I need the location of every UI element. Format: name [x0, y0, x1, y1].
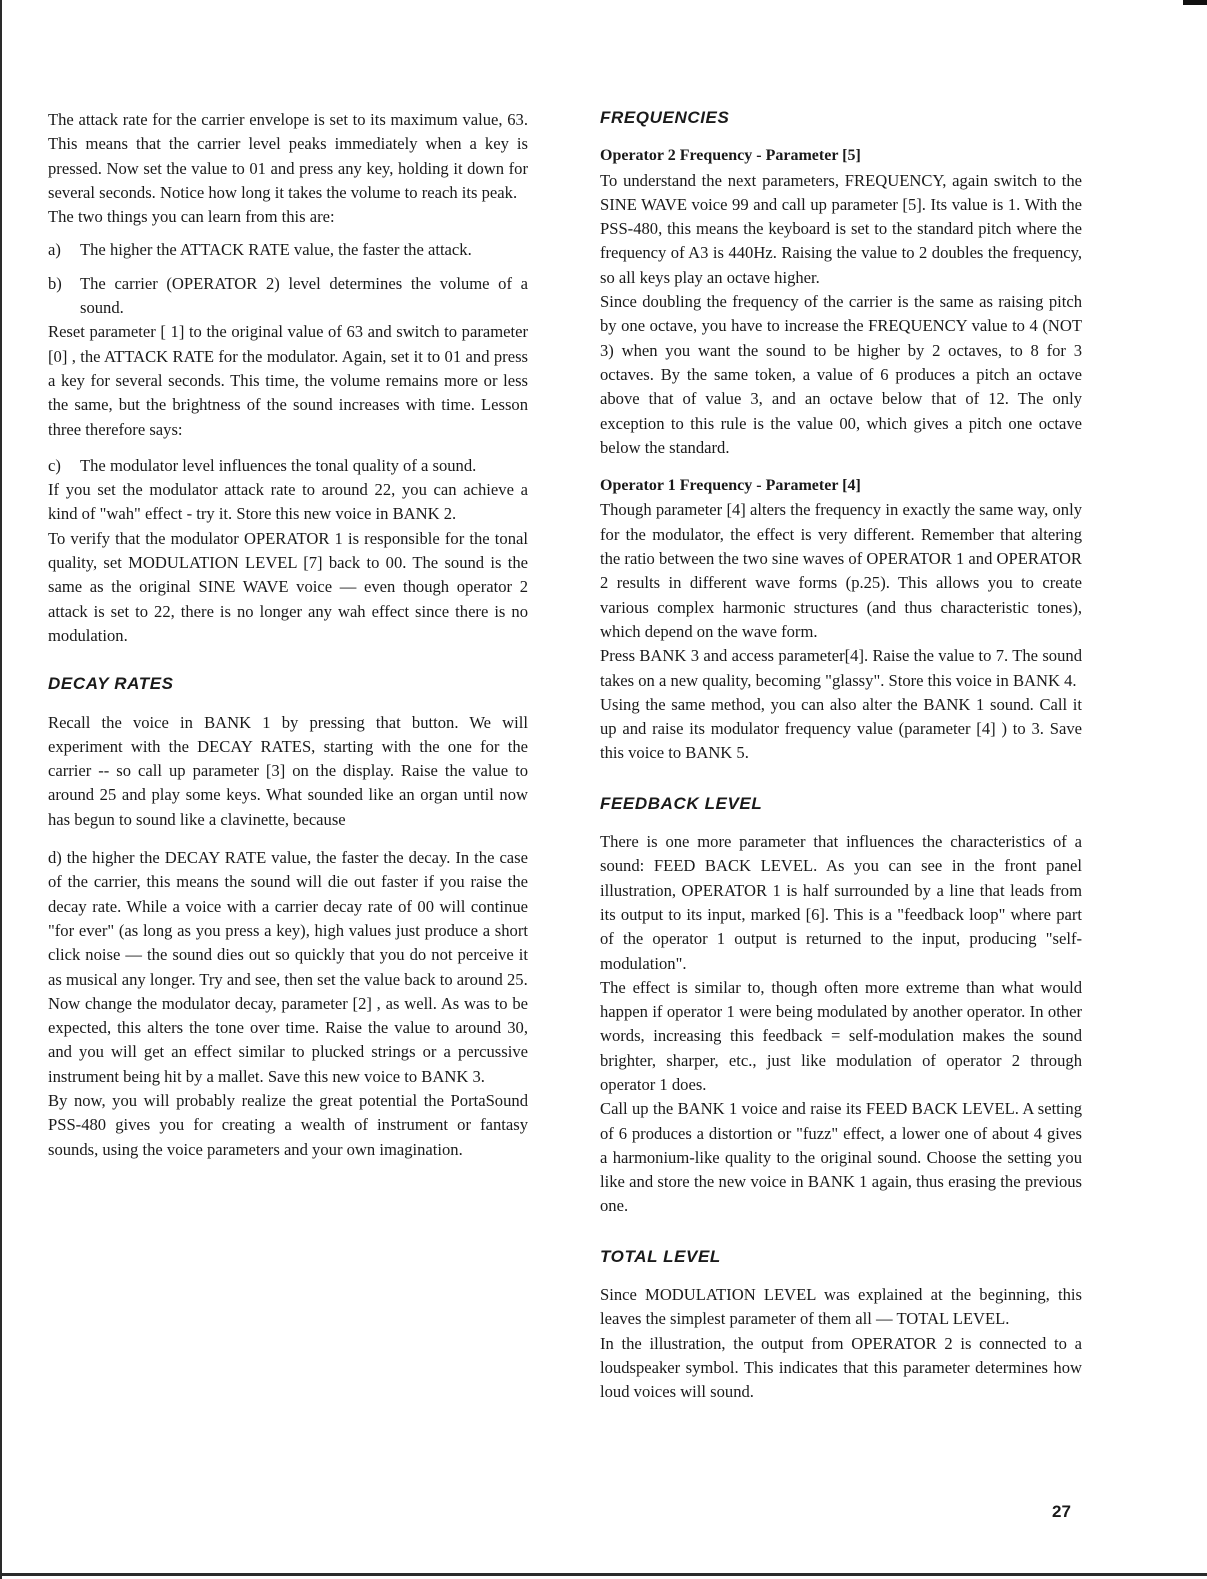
list-text: The higher the ATTACK RATE value, the faster the attack.	[80, 240, 472, 260]
list-item-b	[48, 272, 528, 321]
page-number: 27	[1052, 1502, 1071, 1521]
op1-paragraph-2: Press BANK 3 and access parameter[4]. Raise the value to 7. The sound takes on a new quality, becoming "glassy". Store this voice in BANK 4.	[600, 646, 1082, 690]
decay-paragraph-1: Recall the voice in BANK 1 by pressing that button. We will experiment with the DECAY RATES, starting with the one for the carrier -- so call up parameter [3] on the display. Raise the value to around 25 and play some keys. What sounded like an organ until now has begun to sound like a clavinette, because	[48, 712, 528, 829]
scan-border-bottom	[0, 1573, 1207, 1576]
decay-rates-heading: DECAY RATES	[48, 674, 174, 694]
feedback-paragraph-1: There is one more parameter that influences the characteristics of a sound: FEED BACK LEVEL. As you can see in the front panel illustration, OPERATOR 1 is half surrounded by a line that leads from its output to its input, marked [6]. This is a "feedback loop" where part of the operator 1 output is returned to the input, producing "self-modulation".	[600, 832, 1082, 973]
list-text: The carrier (OPERATOR 2) level determines the volume of a sound.	[80, 273, 528, 318]
list-item-a	[48, 238, 528, 262]
feedback-level-heading: FEEDBACK LEVEL	[600, 793, 763, 813]
right-column	[600, 106, 1082, 1405]
intro-paragraph: The attack rate for the carrier envelope is set to its maximum value, 63. This means that the carrier level peaks immediately when a key is pressed. Now set the value to 01 and press any key, holding it down for several seconds. Notice how long it takes the volume to reach its peak.	[48, 110, 528, 202]
list-item-c	[48, 454, 528, 478]
scan-corner-mark	[1183, 0, 1207, 5]
op1-paragraph-3: Using the same method, you can also alter the BANK 1 sound. Call it up and raise its modulator frequency value (parameter [4] ) to 3. Save this voice to BANK 5.	[600, 694, 1082, 763]
wah-paragraph: If you set the modulator attack rate to around 22, you can achieve a kind of "wah" effect - try it. Store this new voice in BANK 2.	[48, 480, 528, 524]
op2-paragraph-2: Since doubling the frequency of the carrier is the same as raising pitch by one octave, you have to increase the FREQUENCY value to 4 (NOT 3) when you want the sound to be higher by 2 octaves, to 8 for 3 octaves. By the same token, a value of 6 produces a pitch an octave above that of value 3, and an octave below that of 12. The only exception to this rule is the value 00, which gives a pitch one octave below the standard.	[600, 292, 1082, 457]
decay-paragraph-2: Now change the modulator decay, parameter [2] , as well. As was to be expected, this alters the tone over time. Raise the value to around 30, and you will get an effect similar to plucked strings or a percussive instrument being hit by a mallet. Save this new voice to BANK 3.	[48, 993, 528, 1086]
verify-paragraph: To verify that the modulator OPERATOR 1 is responsible for the tonal quality, set MODULATION LEVEL [7] back to 00. The sound is the same as the original SINE WAVE voice — even though operator 2 attack is set to 22, there is no longer any wah effect since there is no modulation.	[48, 528, 528, 645]
list-text: The modulator level influences the tonal quality of a sound.	[80, 455, 477, 475]
scan-border-left	[0, 0, 2, 1579]
decay-paragraph-3: By now, you will probably realize the great potential the PortaSound PSS-480 gives you for creating a wealth of instrument or fantasy sounds, using the voice parameters and your own imagination.	[48, 1090, 528, 1159]
list-marker: b)	[48, 273, 62, 293]
operator-2-frequency-heading: Operator 2 Frequency - Parameter [5]	[600, 147, 861, 165]
total-paragraph-2: In the illustration, the output from OPERATOR 2 is connected to a loudspeaker symbol. This indicates that this parameter determines how loud voices will sound.	[600, 1333, 1082, 1402]
list-marker: a)	[48, 240, 61, 260]
reset-paragraph: Reset parameter [ 1] to the original value of 63 and switch to parameter [0] , the ATTACK RATE for the modulator. Again, set it to 01 and press a key for several seconds. This time, the volume remains more or less the same, but the brightness of the sound increases with time. Lesson three therefore says:	[48, 322, 528, 439]
operator-1-frequency-heading: Operator 1 Frequency - Parameter [4]	[600, 477, 861, 495]
intro-lead: The two things you can learn from this are:	[48, 207, 335, 227]
op1-paragraph-1: Though parameter [4] alters the frequency in exactly the same way, only for the modulator, the effect is very different. Remember that altering the ratio between the two sine waves of OPERATOR 1 and OPERATOR 2 results in different wave forms (p.25). This allows you to create various complex harmonic structures (and thus characteristic tones), which depend on the wave form.	[600, 500, 1082, 641]
left-column	[48, 108, 528, 1162]
list-marker: c)	[48, 455, 61, 475]
op2-paragraph-1: To understand the next parameters, FREQUENCY, again switch to the SINE WAVE voice 99 and call up parameter [5]. Its value is 1. With the PSS-480, this means the keyboard is set to the standard pitch where the frequency of A3 is 440Hz. Raising the value to 2 doubles the frequency, so all keys play an octave higher.	[600, 170, 1082, 287]
feedback-paragraph-2: The effect is similar to, though often more extreme than what would happen if operator 1 were being modulated by another operator. In other words, increasing this feedback = self-modulation makes the sound brighter, sharper, etc., just like modulation of operator 2 through operator 1 does.	[600, 977, 1082, 1094]
total-paragraph-1: Since MODULATION LEVEL was explained at the beginning, this leaves the simplest parameter of them all — TOTAL LEVEL.	[600, 1285, 1082, 1329]
feedback-paragraph-3: Call up the BANK 1 voice and raise its FEED BACK LEVEL. A setting of 6 produces a distortion or "fuzz" effect, a lower one of about 4 gives a harmonium-like quality to the original sound. Choose the setting you like and store the new voice in BANK 1 again, thus erasing the previous one.	[600, 1099, 1082, 1216]
frequencies-heading: FREQUENCIES	[600, 108, 730, 127]
total-level-heading: TOTAL LEVEL	[600, 1246, 721, 1266]
decay-rule-d: d) the higher the DECAY RATE value, the faster the decay. In the case of the carrier, this means the sound will die out faster if you raise the decay rate. While a voice with a carrier decay rate of 00 will continue "for ever" (as long as you press a key), high values just produce a short click noise — the sound dies out so quickly that you do not perceive it as musical any longer. Try and see, then set the value back to around 25.	[48, 848, 528, 989]
